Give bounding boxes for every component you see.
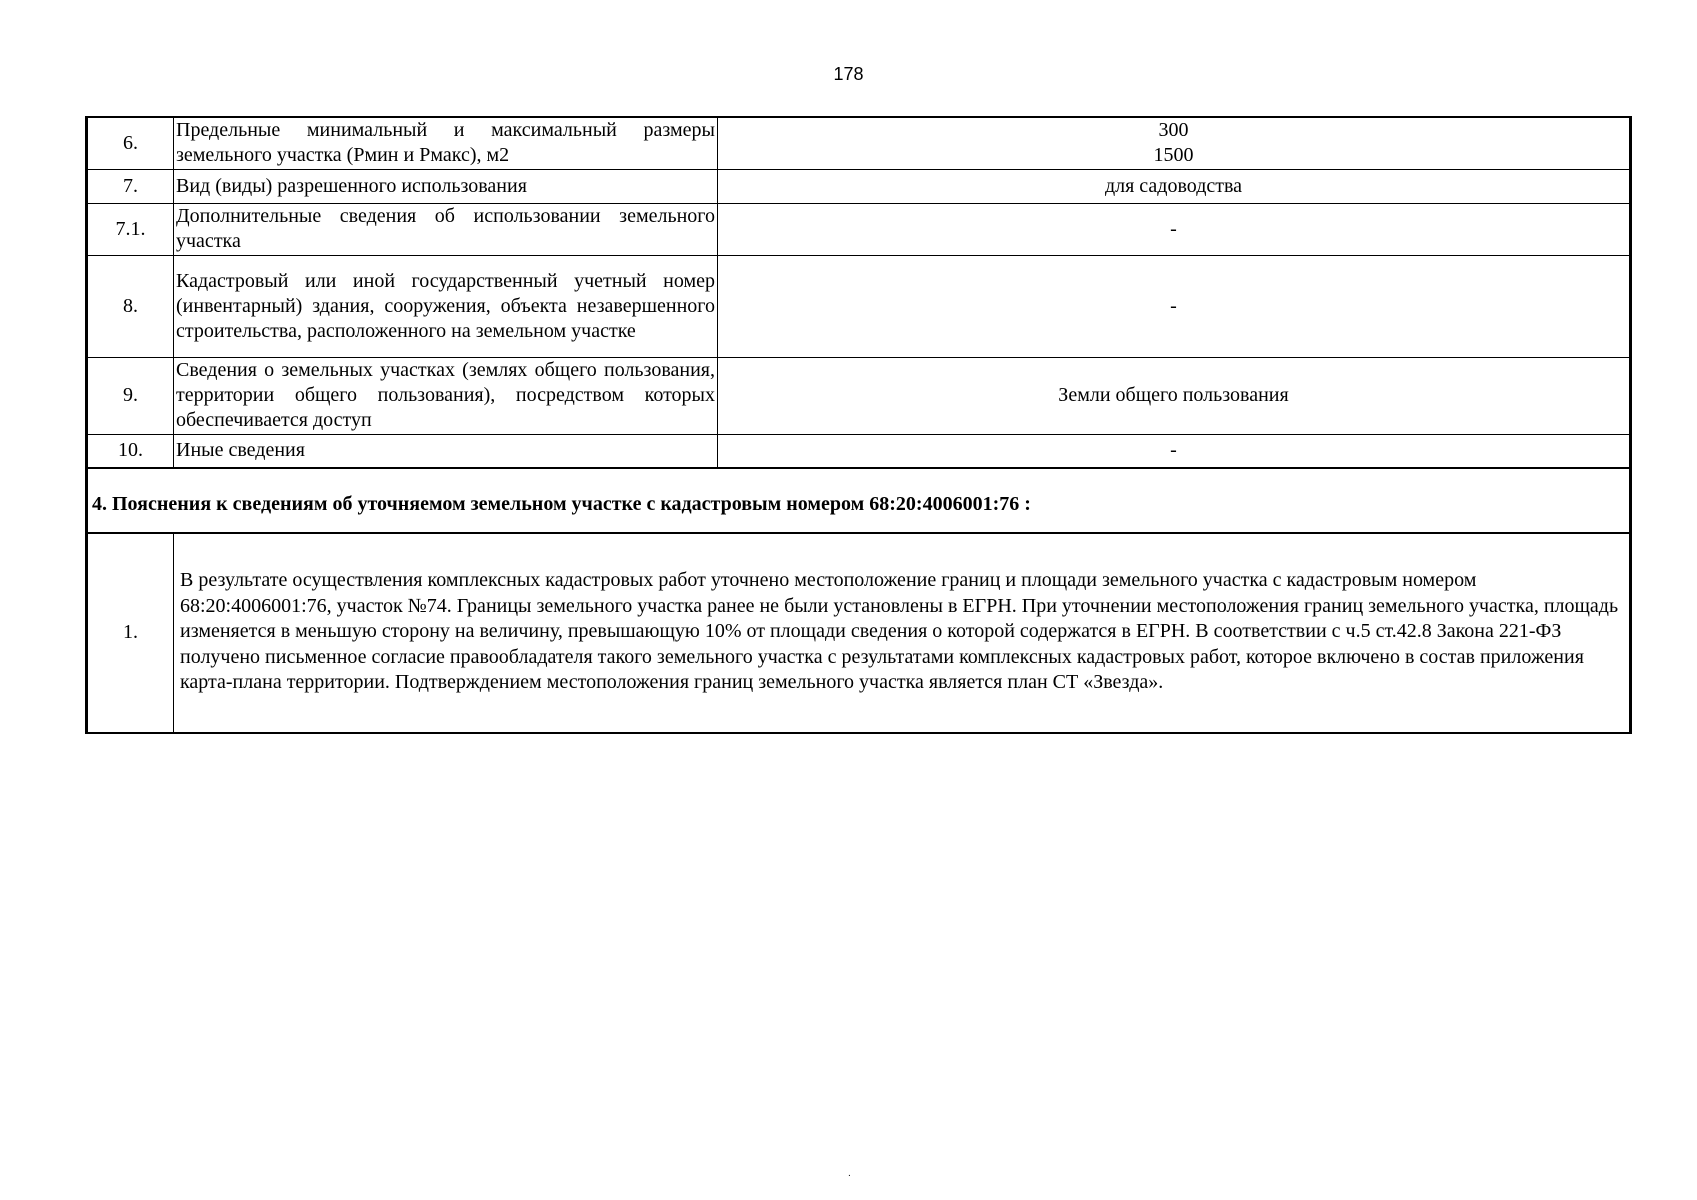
- item-number: 1.: [87, 533, 174, 733]
- row-number: 7.1.: [87, 203, 174, 255]
- table-row-7-1: [87, 203, 1631, 255]
- row-value: -: [718, 203, 1631, 255]
- row-label: Сведения о земельных участках (землях общего пользования, территории общего пользования), посредством которых обеспечивается доступ: [174, 357, 718, 434]
- table-row-8: [87, 255, 1631, 357]
- section-4-heading: 4. Пояснения к сведениям об уточняемом земельном участке с кадастровым номером 68:20:4006001:76 :: [87, 468, 1631, 533]
- max-size-value: 1500: [1153, 144, 1194, 167]
- table-row-9: [87, 357, 1631, 434]
- row-number: 8.: [87, 255, 174, 357]
- row-value: для садоводства: [718, 169, 1631, 203]
- explanation-text: В результате осуществления комплексных кадастровых работ уточнено местоположение границ и площади земельного участка с кадастровым номером 68:20:4006001:76, участок №74. Границы земельного участка ранее не были установлены в ЕГРН. При уточнении местоположения границ земельного участка, площадь изменяется в меньшую сторону на величину, превышающую 10% от площади сведения о которой содержатся в ЕГРН. В соответствии с ч.5 ст.42.8 Закона 221-ФЗ получено письменное согласие правообладателя такого земельного участка с результатами комплексных кадастровых работ, которое включено в состав приложения карта-плана территории. Подтверждением местоположения границ земельного участка является план СТ «Звезда».: [174, 533, 1631, 733]
- row-number: 6.: [87, 117, 174, 169]
- row-label: Вид (виды) разрешенного использования: [174, 169, 718, 203]
- page-number: 178: [833, 64, 864, 84]
- row-number: 10.: [87, 434, 174, 468]
- table-row-10: [87, 434, 1631, 468]
- table-row-7: [87, 169, 1631, 203]
- row-value: Земли общего пользования: [718, 357, 1631, 434]
- row-label: Предельные минимальный и максимальный размеры земельного участка (Pмин и Рмакс), м2: [174, 117, 718, 169]
- section-4-item-row: [87, 533, 1631, 733]
- min-size-value: 300: [1158, 119, 1189, 142]
- land-plot-info-table: [85, 116, 1632, 734]
- section-4-heading-row: [87, 468, 1631, 533]
- table-row-6: [87, 117, 1631, 169]
- row-value: -: [718, 434, 1631, 468]
- row-label: Иные сведения: [174, 434, 718, 468]
- row-number: 9.: [87, 357, 174, 434]
- row-number: 7.: [87, 169, 174, 203]
- footer-mark: .: [848, 1168, 851, 1179]
- row-label: Кадастровый или иной государственный учетный номер (инвентарный) здания, сооружения, объекта незавершенного строительства, расположенного на земельном участке: [174, 255, 718, 357]
- row-value: -: [718, 255, 1631, 357]
- row-label: Дополнительные сведения об использовании земельного участка: [174, 203, 718, 255]
- row-value: [718, 117, 1631, 169]
